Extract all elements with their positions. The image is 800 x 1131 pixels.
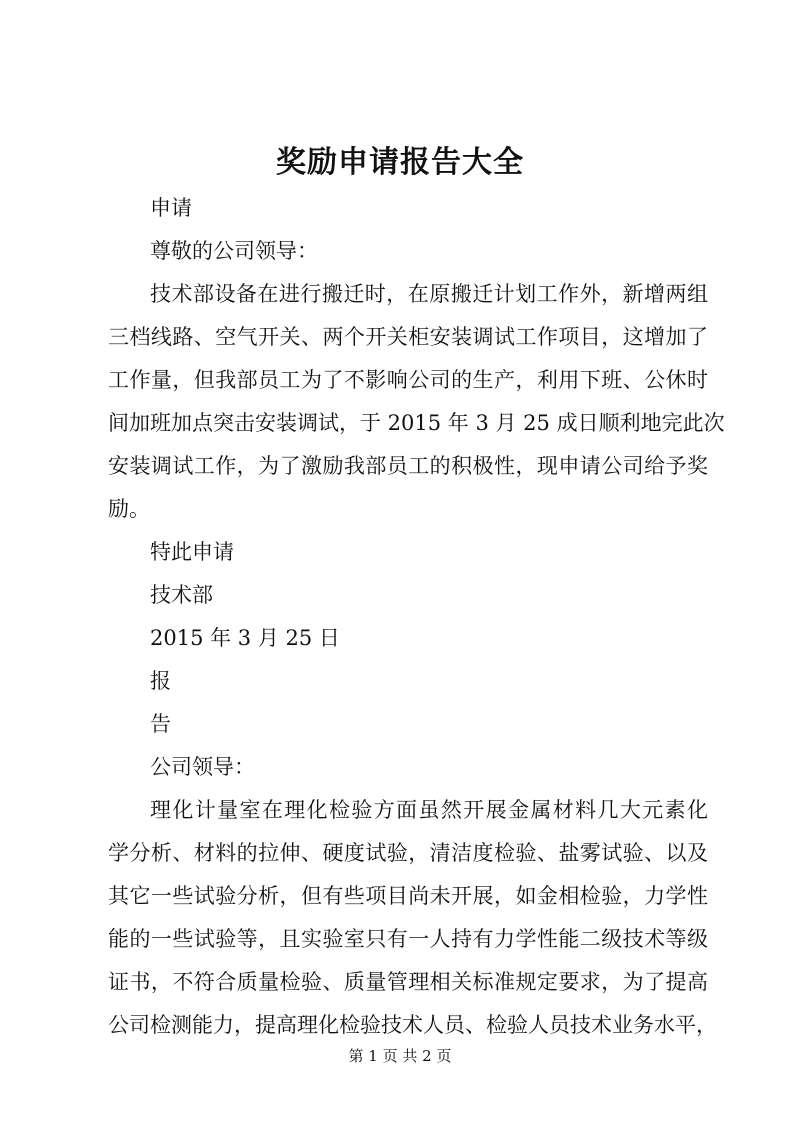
paragraph-line: 安装调试工作，为了激励我部员工的积极性，现申请公司给予奖 [108,454,708,478]
signature-department: 技术部 [150,583,213,607]
paragraph-line: 励。 [108,497,150,521]
greeting-line: 公司领导： [150,755,255,779]
closing-line: 特此申请 [150,540,234,564]
paragraph-line: 间加班加点突击安装调试，于 2015 年 3 月 25 成日顺利地完此次 [108,411,725,435]
page-number-footer: 第 1 页 共 2 页 [348,1047,452,1065]
paragraph-line: 能的一些试验等，且实验室只有一人持有力学性能二级技术等级 [108,927,708,951]
signature-date: 2015 年 3 月 25 日 [150,626,340,650]
greeting-line: 尊敬的公司领导： [150,239,318,263]
document-body [108,187,725,1047]
paragraph-line: 其它一些试验分析，但有些项目尚未开展，如金相检验，力学性 [108,884,708,908]
report-heading-char: 报 [150,669,171,693]
paragraph-line: 公司检测能力，提高理化检验技术人员、检验人员技术业务水平， [108,1013,717,1037]
paragraph-line: 技术部设备在进行搬迁时，在原搬迁计划工作外，新增两组 [150,282,708,306]
salutation-heading: 申请 [150,196,192,220]
report-heading-char: 告 [150,712,171,736]
paragraph-line: 学分析、材料的拉伸、硬度试验，清洁度检验、盐雾试验、以及 [108,841,708,865]
paragraph-line: 工作量，但我部员工为了不影响公司的生产，利用下班、公休时 [108,368,708,392]
paragraph-line: 理化计量室在理化检验方面虽然开展金属材料几大元素化 [150,798,708,822]
document-title: 奖励申请报告大全 [276,145,524,180]
paragraph-line: 三档线路、空气开关、两个开关柜安装调试工作项目，这增加了 [108,325,708,349]
paragraph-line: 证书，不符合质量检验、质量管理相关标准规定要求，为了提高 [108,970,708,994]
